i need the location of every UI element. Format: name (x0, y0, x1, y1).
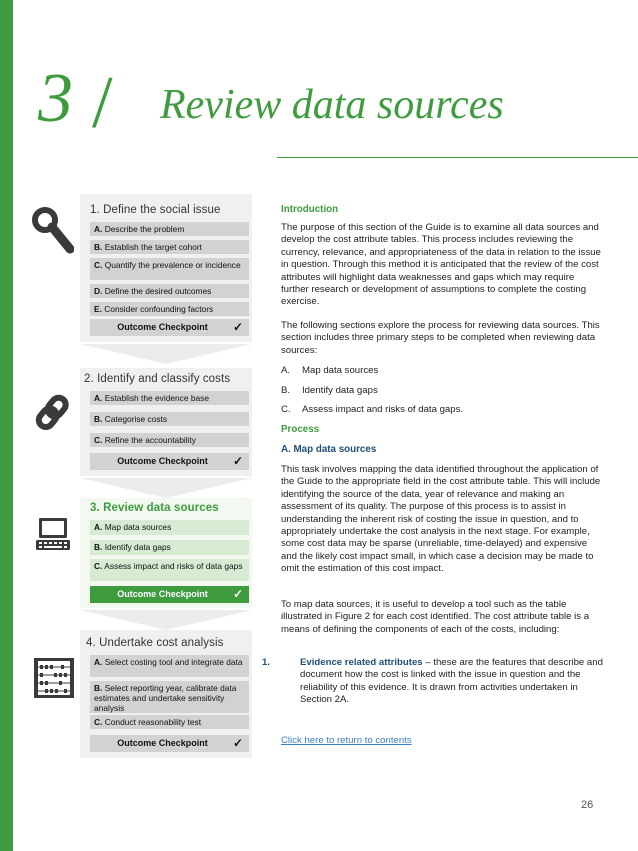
intro-paragraph-1: The purpose of this section of the Guide is to examine all data sources and develop the cost attribute tables. This process includes reviewing the currency, relevance, and appropriateness of the data in relation to the issue in question. Through this method it is anticipated that the review of the cost attributes will highlight data weaknesses and gaps which may require further research or development of assumptions to complete the costing exercise. (281, 222, 601, 308)
chevron-down-icon (80, 344, 252, 366)
chapter-slash: / (92, 62, 113, 144)
magnifier-icon (30, 205, 74, 255)
section-1-step-d: D. Define the desired outcomes (90, 284, 249, 298)
title-divider (277, 157, 638, 158)
section-4-step-c: C. Conduct reasonability test (90, 715, 249, 729)
steps-list-item-c: C. Assess impact and risks of data gaps. (281, 404, 464, 415)
section-4-step-a: A. Select costing tool and integrate data (90, 655, 249, 677)
page-number: 26 (581, 799, 594, 811)
section-3-step-a: A. Map data sources (90, 520, 249, 535)
section-4-checkpoint: Outcome Checkpoint ✓ (90, 735, 249, 752)
section-2-step-c: C. Refine the accountability (90, 433, 249, 447)
checkmark-icon: ✓ (232, 454, 243, 468)
section-4-title: 4. Undertake cost analysis (86, 637, 224, 649)
section-2-checkpoint: Outcome Checkpoint ✓ (90, 453, 249, 470)
process-paragraph-2: To map data sources, it is useful to develop a tool such as the table illustrated in Figure 2 for each cost identified. The cost attribute table is a means of defining the components of each of the costs, including: (281, 599, 590, 635)
section-1-step-e: E. Consider confounding factors (90, 302, 249, 316)
section-3-step-c: C. Assess impact and risks of data gaps (90, 559, 249, 581)
section-3-step-b: B. Identify data gaps (90, 540, 249, 555)
left-accent-bar (0, 0, 13, 851)
section-1-step-a: A. Describe the problem (90, 222, 249, 236)
chevron-down-icon (80, 610, 252, 632)
chapter-number: 3 (38, 60, 73, 137)
checkmark-icon: ✓ (232, 320, 243, 334)
chevron-down-icon (80, 478, 252, 500)
numbered-item-1: 1. Evidence related attributes – these are the features that describe and document how the cost is linked with the issue in question and the reliability of this evidence. It is drawn from activities undertaken in Section 2A. (262, 657, 603, 706)
section-2-step-a: A. Establish the evidence base (90, 391, 249, 405)
steps-list-item-a: A. Map data sources (281, 365, 379, 376)
section-2-step-b: B. Categorise costs (90, 412, 249, 426)
section-3-checkpoint: Outcome Checkpoint ✓ (90, 586, 249, 603)
section-1-checkpoint: Outcome Checkpoint ✓ (90, 319, 249, 336)
section-1-title: 1. Define the social issue (90, 204, 221, 216)
chapter-title: Review data sources (160, 82, 504, 128)
section-1-step-b: B. Establish the target cohort (90, 240, 249, 254)
intro-paragraph-2: The following sections explore the process for reviewing data sources. This section includes three primary steps to be completed when reviewing data sources: (281, 320, 600, 356)
chain-link-icon (32, 390, 74, 436)
process-paragraph-1: This task involves mapping the data identified throughout the application of the Guide to the appropriate field in the cost attribute table. This will include identifying the source of the data, year of relevance and making an assessment of its quality. The purpose of this process is to assist in understanding the inherent risk of costing the issue in question, and to appropriately undertake the cost analysis in the next stage. For example, some cost data may be sparse (unreliable, time-delayed) and expensive and the likely cost impact small, in which case a decision may be made to omit the estimation of this cost impact. (281, 464, 601, 575)
steps-list-item-b: B. Identify data gaps (281, 385, 378, 396)
abacus-icon (34, 658, 74, 698)
section-4-step-b: B. Select reporting year, calibrate data estimates and undertake sensitivity analysis (90, 681, 249, 713)
process-heading: Process (281, 424, 320, 435)
section-3-title: 3. Review data sources (90, 502, 219, 514)
introduction-heading: Introduction (281, 204, 339, 215)
return-to-contents-link[interactable]: Click here to return to contents (281, 735, 412, 746)
section-2-title: 2. Identify and classify costs (84, 373, 231, 385)
laptop-icon (36, 516, 70, 552)
checkmark-icon: ✓ (232, 736, 243, 750)
section-1-step-c: C. Quantify the prevalence or incidence (90, 258, 249, 280)
map-data-sources-heading: A. Map data sources (281, 444, 377, 455)
checkmark-icon: ✓ (232, 587, 243, 601)
